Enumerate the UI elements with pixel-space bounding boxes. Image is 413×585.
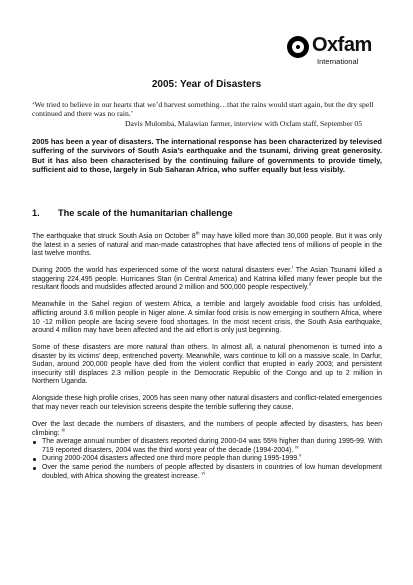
list-item bbox=[32, 464, 382, 481]
paragraph-6 bbox=[32, 421, 382, 438]
paragraph-1-text-a: The earthquake that struck South Asia on October 8 bbox=[32, 233, 196, 240]
list-item-text: During 2000-2004 disasters affected one third more people than during 1995-1999. bbox=[42, 455, 300, 463]
paragraph-2-text-b: The Asian Tsunami killed a staggering 224,495 people. Hurricanes Stan (in Central America) and Katrina killed many fewer people but the resultant floods and mudslides affected around 2 million and 500,000 people respectively. bbox=[32, 267, 382, 292]
section-number: 1. bbox=[32, 208, 40, 218]
body-text bbox=[32, 230, 382, 481]
paragraph-1-text-b: may have killed more than 30,000 people. But it was only the latest in a series of natural and man-made catastrophes that have affected tens of millions of people in the last twelve months. bbox=[32, 233, 382, 258]
logo-subtitle: International bbox=[317, 57, 359, 66]
section-title: The scale of the humanitarian challenge bbox=[58, 208, 233, 218]
footnote-ref-iii[interactable]: iii bbox=[61, 427, 65, 433]
paragraph-2 bbox=[32, 264, 382, 293]
paragraph-4: Some of these disasters are more natural than others. In almost all, a natural phenomenon is turned into a disaster by its victims’ deep, entrenched poverty. Meanwhile, wars continue to kill on a massive scale. In Darfur, Sudan, around 200,000 people have died from the violent conflict that erupted in early 2003; and persistent insecurity still displaces 2.3 million people in the Democratic Republic of the Congo and up to 2 million in Northern Uganda. bbox=[32, 344, 382, 386]
list-item-text: Over the same period the numbers of people affected by disasters in countries of low human development doubled, with Africa showing the greatest increase. bbox=[42, 464, 382, 480]
footnote-ref-vi[interactable]: vi bbox=[201, 470, 205, 476]
paragraph-6-text: Over the last decade the numbers of disasters, and the numbers of people affected by disasters, has been climbing: bbox=[32, 421, 382, 437]
oxfam-logo bbox=[287, 34, 387, 70]
list-item-text: The average annual number of disasters reported during 2000-04 was 55% higher than during 1995-99. With 719 reported disasters, 2004 was the third worst year of the decade (1994-2004). bbox=[42, 438, 382, 454]
list-item bbox=[32, 438, 382, 455]
footnote-ref-iv[interactable]: iv bbox=[295, 444, 299, 450]
quote-source: Davis Mulomba, Malawian farmer, interview with Oxfam staff, September 05 bbox=[124, 118, 362, 128]
opening-quote bbox=[32, 100, 382, 128]
logo-name: Oxfam bbox=[312, 34, 372, 56]
footnote-ref-ii[interactable]: ii bbox=[308, 282, 311, 288]
paragraph-1 bbox=[32, 230, 382, 259]
paragraph-3: Meanwhile in the Sahel region of western Africa, a terrible and largely avoidable food crisis has unfolded, afflicting around 3.6 million people in Niger alone. A similar food crisis is now emerging in southern Africa, where 10 -12 million people are facing severe food shortages. In the most recent crisis, the South Asia earthquake, around 4 million may have been affected and the aid effort is only just beginning. bbox=[32, 301, 382, 335]
footnote-ref-i[interactable]: i bbox=[292, 264, 294, 270]
intro-paragraph: 2005 has been a year of disasters. The international response has been characterized by televised suffering of the survivors of South Asia’s earthquake and the tsunami, driving great generosity. But it has also been characterised by the continuing failure of governments to provide timely, sufficient aid to those, largely in Sub Saharan Africa, who suffer equally but less visibly. bbox=[32, 137, 382, 174]
paragraph-2-text-a: During 2005 the world has experienced some of the worst natural disasters ever. bbox=[32, 267, 293, 275]
oxfam-logo-icon bbox=[287, 36, 309, 58]
footnote-ref-v[interactable]: v bbox=[299, 453, 302, 459]
section-heading bbox=[32, 208, 233, 219]
bullet-list bbox=[32, 438, 382, 481]
quote-text: ‘We tried to believe in our hearts that we’d harvest something…that the rains would start again, but the dry spell continued and there was no rain.’ bbox=[32, 100, 374, 119]
ordinal-superscript: th bbox=[195, 230, 200, 236]
list-item bbox=[32, 455, 382, 464]
paragraph-5: Alongside these high profile crises, 2005 has seen many other natural disasters and conflict-related emergencies that may never reach our television screens despite the terrible suffering they cause. bbox=[32, 395, 382, 412]
page-title: 2005: Year of Disasters bbox=[151, 79, 262, 90]
